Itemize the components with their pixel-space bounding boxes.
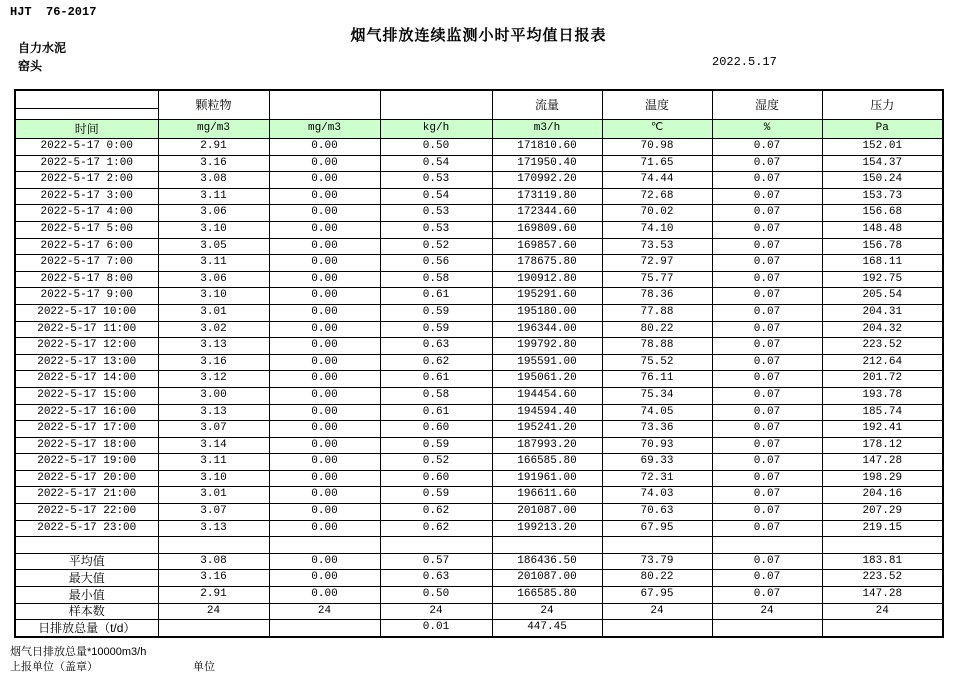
cell-time: 2022-5-17 17:00 <box>15 421 158 438</box>
cell-flow-m3h: 201087.00 <box>492 504 602 521</box>
cell-humidity-pct: 0.07 <box>712 338 822 355</box>
cell-pm-mgm3: 3.13 <box>158 338 269 355</box>
cell-pm2-mgm3: 0.00 <box>269 238 380 255</box>
cell-pm-mgm3: 3.00 <box>158 387 269 404</box>
cell-pm-mgm3: 3.11 <box>158 454 269 471</box>
cell-time: 2022-5-17 12:00 <box>15 338 158 355</box>
table-row <box>15 288 943 305</box>
cell-pm2-mgm3: 0.00 <box>269 205 380 222</box>
cell-pm2-mgm3: 0.00 <box>269 520 380 537</box>
cell-pressure-pa: 147.28 <box>822 454 943 471</box>
cell-time: 2022-5-17 8:00 <box>15 271 158 288</box>
cell-temp-c <box>602 620 712 637</box>
cell-pm-mgm3: 3.10 <box>158 221 269 238</box>
cell-temp-c: 67.95 <box>602 520 712 537</box>
cell-pm2-mgm3: 0.00 <box>269 172 380 189</box>
cell-temp-c: 75.34 <box>602 387 712 404</box>
cell-pressure-pa: 150.24 <box>822 172 943 189</box>
cell-pm2-mgm3: 0.00 <box>269 371 380 388</box>
header-pressure: 压力 <box>822 90 943 120</box>
cell-temp-c: 71.65 <box>602 155 712 172</box>
cell-pressure-pa: 148.48 <box>822 221 943 238</box>
cell-humidity-pct: 0.07 <box>712 570 822 587</box>
cell-temp-c: 73.79 <box>602 553 712 570</box>
cell-flow-m3h: 172344.60 <box>492 205 602 222</box>
cell-pm2-mgm3 <box>269 537 380 554</box>
cell-time: 2022-5-17 15:00 <box>15 387 158 404</box>
cell-flow-m3h: 191961.00 <box>492 470 602 487</box>
cell-temp-c: 74.05 <box>602 404 712 421</box>
doc-code: HJT 76-2017 <box>10 5 97 19</box>
report-date: 2022.5.17 <box>712 55 777 69</box>
cell-temp-c: 69.33 <box>602 454 712 471</box>
cell-pm2-mgm3: 0.00 <box>269 321 380 338</box>
cell-flow-m3h: 194594.40 <box>492 404 602 421</box>
unit-humidity-pct: % <box>712 120 822 139</box>
cell-pm-mgm3: 3.16 <box>158 354 269 371</box>
cell-pm2-mgm3: 0.00 <box>269 553 380 570</box>
cell-temp-c: 72.97 <box>602 255 712 272</box>
cell-pm-kgh: 0.61 <box>380 404 492 421</box>
unit-temp-c: ℃ <box>602 120 712 139</box>
table-row <box>15 255 943 272</box>
cell-temp-c: 72.68 <box>602 188 712 205</box>
cell-pm2-mgm3: 0.00 <box>269 271 380 288</box>
table-row <box>15 205 943 222</box>
spacer-row <box>15 537 943 554</box>
cell-pm2-mgm3: 0.00 <box>269 387 380 404</box>
cell-pm-kgh: 0.59 <box>380 304 492 321</box>
cell-pm-mgm3: 3.01 <box>158 304 269 321</box>
unit-pm2-mgm3: mg/m3 <box>269 120 380 139</box>
page-title: 烟气排放连续监测小时平均值日报表 <box>350 27 607 44</box>
cell-time: 2022-5-17 22:00 <box>15 504 158 521</box>
cell-time <box>15 537 158 554</box>
cell-humidity-pct: 0.07 <box>712 587 822 604</box>
cell-pm-mgm3: 3.02 <box>158 321 269 338</box>
cell-pm2-mgm3 <box>269 620 380 637</box>
cell-flow-m3h: 199792.80 <box>492 338 602 355</box>
cell-time: 最大值 <box>15 570 158 587</box>
cell-humidity-pct: 0.07 <box>712 288 822 305</box>
cell-humidity-pct: 0.07 <box>712 139 822 156</box>
cell-pm-kgh: 0.52 <box>380 454 492 471</box>
cell-temp-c: 74.10 <box>602 221 712 238</box>
cell-pressure-pa: 207.29 <box>822 504 943 521</box>
cell-flow-m3h: 170992.20 <box>492 172 602 189</box>
cell-humidity-pct: 0.07 <box>712 255 822 272</box>
cell-humidity-pct: 0.07 <box>712 188 822 205</box>
cell-temp-c: 73.36 <box>602 421 712 438</box>
table-row <box>15 520 943 537</box>
cell-pm-kgh: 0.63 <box>380 338 492 355</box>
cell-pm-kgh: 0.60 <box>380 421 492 438</box>
cell-flow-m3h: 169809.60 <box>492 221 602 238</box>
cell-flow-m3h: 196611.60 <box>492 487 602 504</box>
cell-humidity-pct: 0.07 <box>712 321 822 338</box>
cell-time: 2022-5-17 5:00 <box>15 221 158 238</box>
cell-pressure-pa: 185.74 <box>822 404 943 421</box>
cell-pm2-mgm3: 0.00 <box>269 421 380 438</box>
cell-time: 平均值 <box>15 553 158 570</box>
cell-flow-m3h: 447.45 <box>492 620 602 637</box>
cell-time: 最小值 <box>15 587 158 604</box>
cell-flow-m3h: 194454.60 <box>492 387 602 404</box>
cell-time: 2022-5-17 3:00 <box>15 188 158 205</box>
cell-time: 2022-5-17 18:00 <box>15 437 158 454</box>
cell-pm2-mgm3: 0.00 <box>269 454 380 471</box>
cell-pressure-pa: 193.78 <box>822 387 943 404</box>
table-row <box>15 504 943 521</box>
unit-pressure-pa: Pa <box>822 120 943 139</box>
cell-humidity-pct: 24 <box>712 603 822 620</box>
table-row <box>15 371 943 388</box>
cell-pm-kgh: 0.53 <box>380 221 492 238</box>
cell-pm2-mgm3: 0.00 <box>269 188 380 205</box>
cell-time: 2022-5-17 13:00 <box>15 354 158 371</box>
cell-time: 2022-5-17 7:00 <box>15 255 158 272</box>
table-header-group-row <box>15 90 943 109</box>
cell-humidity-pct: 0.07 <box>712 221 822 238</box>
cell-pm2-mgm3: 0.00 <box>269 437 380 454</box>
cell-humidity-pct: 0.07 <box>712 437 822 454</box>
cell-pressure-pa: 212.64 <box>822 354 943 371</box>
cell-pm2-mgm3: 0.00 <box>269 288 380 305</box>
cell-humidity-pct: 0.07 <box>712 172 822 189</box>
cell-flow-m3h: 173119.80 <box>492 188 602 205</box>
cell-pm-kgh: 0.59 <box>380 321 492 338</box>
cell-pressure-pa: 183.81 <box>822 553 943 570</box>
table-row <box>15 321 943 338</box>
cell-humidity-pct: 0.07 <box>712 205 822 222</box>
cell-pm-mgm3: 3.11 <box>158 188 269 205</box>
cell-pm-mgm3: 3.13 <box>158 404 269 421</box>
cell-time: 2022-5-17 11:00 <box>15 321 158 338</box>
cell-humidity-pct: 0.07 <box>712 470 822 487</box>
cell-pressure-pa: 168.11 <box>822 255 943 272</box>
cell-pm2-mgm3: 0.00 <box>269 470 380 487</box>
cell-pm-kgh: 0.52 <box>380 238 492 255</box>
cell-pm-mgm3 <box>158 620 269 637</box>
cell-humidity-pct: 0.07 <box>712 354 822 371</box>
cell-flow-m3h: 196344.00 <box>492 321 602 338</box>
cell-flow-m3h: 201087.00 <box>492 570 602 587</box>
cell-humidity-pct: 0.07 <box>712 271 822 288</box>
cell-temp-c: 70.93 <box>602 437 712 454</box>
table-unit-header-row <box>15 120 943 139</box>
cell-pm2-mgm3: 0.00 <box>269 570 380 587</box>
cell-time: 2022-5-17 0:00 <box>15 139 158 156</box>
cell-flow-m3h: 24 <box>492 603 602 620</box>
cell-pressure-pa: 198.29 <box>822 470 943 487</box>
monitoring-point-name: 窑头 <box>18 59 43 73</box>
header-humidity: 湿度 <box>712 90 822 120</box>
unit-pm-kgh: kg/h <box>380 120 492 139</box>
cell-flow-m3h: 166585.80 <box>492 587 602 604</box>
cell-pm2-mgm3: 0.00 <box>269 221 380 238</box>
cell-flow-m3h: 178675.80 <box>492 255 602 272</box>
cell-time: 2022-5-17 16:00 <box>15 404 158 421</box>
cell-pm-kgh: 0.58 <box>380 271 492 288</box>
cell-pm-kgh: 0.60 <box>380 470 492 487</box>
cell-pm-kgh: 0.50 <box>380 139 492 156</box>
cell-pm-kgh: 0.01 <box>380 620 492 637</box>
cell-flow-m3h: 195061.20 <box>492 371 602 388</box>
table-row <box>15 221 943 238</box>
cell-humidity-pct: 0.07 <box>712 421 822 438</box>
cell-pm2-mgm3: 0.00 <box>269 404 380 421</box>
cell-pm2-mgm3: 0.00 <box>269 255 380 272</box>
cell-flow-m3h: 195241.20 <box>492 421 602 438</box>
table-row <box>15 304 943 321</box>
cell-time: 2022-5-17 9:00 <box>15 288 158 305</box>
cell-pressure-pa: 24 <box>822 603 943 620</box>
cell-pm-kgh: 0.50 <box>380 587 492 604</box>
cell-pm-kgh: 0.62 <box>380 504 492 521</box>
cell-temp-c: 78.88 <box>602 338 712 355</box>
summary-row <box>15 553 943 570</box>
cell-temp-c <box>602 537 712 554</box>
cell-pm-kgh: 0.61 <box>380 288 492 305</box>
table-row <box>15 437 943 454</box>
cell-temp-c: 73.53 <box>602 238 712 255</box>
cell-time: 2022-5-17 6:00 <box>15 238 158 255</box>
cell-pm-mgm3: 3.07 <box>158 504 269 521</box>
table-row <box>15 271 943 288</box>
cell-pm-kgh: 0.53 <box>380 172 492 189</box>
cell-humidity-pct: 0.07 <box>712 454 822 471</box>
cell-pressure-pa: 204.31 <box>822 304 943 321</box>
cell-pm-kgh: 0.53 <box>380 205 492 222</box>
cell-time: 2022-5-17 21:00 <box>15 487 158 504</box>
table-row <box>15 238 943 255</box>
cell-pm-kgh: 0.61 <box>380 371 492 388</box>
cell-pm2-mgm3: 0.00 <box>269 304 380 321</box>
cell-pm-mgm3: 3.08 <box>158 172 269 189</box>
cell-flow-m3h: 195291.60 <box>492 288 602 305</box>
cell-pressure-pa: 201.72 <box>822 371 943 388</box>
cell-pm-mgm3: 3.08 <box>158 553 269 570</box>
cell-pm2-mgm3: 0.00 <box>269 587 380 604</box>
cell-pressure-pa: 156.68 <box>822 205 943 222</box>
summary-row <box>15 603 943 620</box>
cell-pm-kgh: 0.62 <box>380 520 492 537</box>
cell-pm-mgm3: 2.91 <box>158 587 269 604</box>
cell-pm-mgm3: 3.06 <box>158 271 269 288</box>
cell-humidity-pct: 0.07 <box>712 155 822 172</box>
cell-pm2-mgm3: 0.00 <box>269 155 380 172</box>
cell-pm-kgh: 0.54 <box>380 155 492 172</box>
cell-pm-mgm3: 24 <box>158 603 269 620</box>
cell-pm2-mgm3: 0.00 <box>269 487 380 504</box>
unit-flow-m3h: m3/h <box>492 120 602 139</box>
cell-humidity-pct: 0.07 <box>712 387 822 404</box>
cell-temp-c: 80.22 <box>602 321 712 338</box>
cell-pm-mgm3: 3.10 <box>158 470 269 487</box>
cell-pressure-pa: 147.28 <box>822 587 943 604</box>
cell-time: 2022-5-17 1:00 <box>15 155 158 172</box>
cell-pressure-pa: 204.32 <box>822 321 943 338</box>
unit-pm-mgm3: mg/m3 <box>158 120 269 139</box>
cell-flow-m3h: 166585.80 <box>492 454 602 471</box>
footer-report-unit-label: 上报单位（盖章） <box>10 661 98 673</box>
cell-pm-kgh: 0.62 <box>380 354 492 371</box>
cell-pm-kgh: 0.63 <box>380 570 492 587</box>
cell-temp-c: 78.36 <box>602 288 712 305</box>
cell-pm-kgh: 0.57 <box>380 553 492 570</box>
cell-pm-mgm3: 3.14 <box>158 437 269 454</box>
cell-pm-mgm3: 3.16 <box>158 570 269 587</box>
cell-humidity-pct <box>712 620 822 637</box>
cell-flow-m3h: 195180.00 <box>492 304 602 321</box>
cell-flow-m3h: 199213.20 <box>492 520 602 537</box>
table-row <box>15 354 943 371</box>
company-name: 自力水泥 <box>18 41 67 55</box>
cell-flow-m3h: 195591.00 <box>492 354 602 371</box>
cell-pm2-mgm3: 24 <box>269 603 380 620</box>
cell-pm-mgm3: 2.91 <box>158 139 269 156</box>
table-row <box>15 172 943 189</box>
cell-pm-mgm3: 3.13 <box>158 520 269 537</box>
table-row <box>15 188 943 205</box>
table-row <box>15 139 943 156</box>
cell-pressure-pa: 223.52 <box>822 338 943 355</box>
cell-humidity-pct: 0.07 <box>712 487 822 504</box>
table-row <box>15 421 943 438</box>
cell-temp-c: 70.63 <box>602 504 712 521</box>
cell-pm-kgh: 0.56 <box>380 255 492 272</box>
table-row <box>15 155 943 172</box>
cell-humidity-pct: 0.07 <box>712 504 822 521</box>
table-row <box>15 387 943 404</box>
cell-pm-kgh: 0.58 <box>380 387 492 404</box>
table-row <box>15 404 943 421</box>
cell-pressure-pa: 192.41 <box>822 421 943 438</box>
cell-temp-c: 24 <box>602 603 712 620</box>
cell-humidity-pct <box>712 537 822 554</box>
header-empty-cell <box>269 90 380 120</box>
cell-pm-mgm3: 3.11 <box>158 255 269 272</box>
cell-pressure-pa: 156.78 <box>822 238 943 255</box>
cell-pm-kgh: 0.54 <box>380 188 492 205</box>
header-empty-cell <box>15 109 158 120</box>
header-empty-cell <box>380 90 492 120</box>
cell-flow-m3h <box>492 537 602 554</box>
daily-report-table <box>14 89 944 638</box>
cell-pm-kgh: 24 <box>380 603 492 620</box>
cell-pressure-pa: 223.52 <box>822 570 943 587</box>
cell-pm-mgm3: 3.01 <box>158 487 269 504</box>
cell-pm-mgm3: 3.05 <box>158 238 269 255</box>
table-row <box>15 470 943 487</box>
cell-flow-m3h: 171950.40 <box>492 155 602 172</box>
header-empty-cell <box>15 90 158 109</box>
cell-humidity-pct: 0.07 <box>712 238 822 255</box>
footer-note: 烟气日排放总量*10000m3/h <box>10 646 147 658</box>
cell-pm-mgm3: 3.06 <box>158 205 269 222</box>
cell-time: 2022-5-17 14:00 <box>15 371 158 388</box>
cell-temp-c: 75.77 <box>602 271 712 288</box>
cell-humidity-pct: 0.07 <box>712 304 822 321</box>
cell-temp-c: 77.88 <box>602 304 712 321</box>
cell-humidity-pct: 0.07 <box>712 371 822 388</box>
cell-humidity-pct: 0.07 <box>712 553 822 570</box>
summary-row <box>15 620 943 637</box>
cell-flow-m3h: 187993.20 <box>492 437 602 454</box>
table-row <box>15 487 943 504</box>
cell-pressure-pa: 178.12 <box>822 437 943 454</box>
cell-temp-c: 72.31 <box>602 470 712 487</box>
cell-temp-c: 70.98 <box>602 139 712 156</box>
cell-time: 2022-5-17 23:00 <box>15 520 158 537</box>
cell-pm2-mgm3: 0.00 <box>269 354 380 371</box>
cell-temp-c: 75.52 <box>602 354 712 371</box>
cell-temp-c: 74.03 <box>602 487 712 504</box>
cell-time: 2022-5-17 10:00 <box>15 304 158 321</box>
cell-pm2-mgm3: 0.00 <box>269 504 380 521</box>
cell-pressure-pa: 219.15 <box>822 520 943 537</box>
cell-temp-c: 76.11 <box>602 371 712 388</box>
cell-temp-c: 70.02 <box>602 205 712 222</box>
cell-humidity-pct: 0.07 <box>712 520 822 537</box>
cell-pm-mgm3: 3.16 <box>158 155 269 172</box>
cell-pm-kgh <box>380 537 492 554</box>
summary-row <box>15 570 943 587</box>
cell-pressure-pa <box>822 620 943 637</box>
cell-pressure-pa: 192.75 <box>822 271 943 288</box>
cell-time: 日排放总量（t/d） <box>15 620 158 637</box>
cell-pressure-pa: 205.54 <box>822 288 943 305</box>
cell-pm2-mgm3: 0.00 <box>269 338 380 355</box>
cell-time: 样本数 <box>15 603 158 620</box>
header-particulate: 颗粒物 <box>158 90 269 120</box>
cell-pm-mgm3: 3.10 <box>158 288 269 305</box>
cell-time: 2022-5-17 20:00 <box>15 470 158 487</box>
header-temperature: 温度 <box>602 90 712 120</box>
cell-pm-mgm3 <box>158 537 269 554</box>
cell-pm-mgm3: 3.07 <box>158 421 269 438</box>
table-row <box>15 338 943 355</box>
cell-pressure-pa: 152.01 <box>822 139 943 156</box>
cell-temp-c: 80.22 <box>602 570 712 587</box>
cell-humidity-pct: 0.07 <box>712 404 822 421</box>
cell-temp-c: 67.95 <box>602 587 712 604</box>
cell-flow-m3h: 171810.60 <box>492 139 602 156</box>
header-flow: 流量 <box>492 90 602 120</box>
footer-unit-label: 单位 <box>193 661 215 673</box>
cell-pressure-pa: 154.37 <box>822 155 943 172</box>
cell-flow-m3h: 169857.60 <box>492 238 602 255</box>
cell-pressure-pa <box>822 537 943 554</box>
cell-pm2-mgm3: 0.00 <box>269 139 380 156</box>
cell-time: 2022-5-17 19:00 <box>15 454 158 471</box>
cell-time: 2022-5-17 4:00 <box>15 205 158 222</box>
cell-temp-c: 74.44 <box>602 172 712 189</box>
cell-pm-mgm3: 3.12 <box>158 371 269 388</box>
table-row <box>15 454 943 471</box>
cell-pm-kgh: 0.59 <box>380 487 492 504</box>
cell-flow-m3h: 190912.80 <box>492 271 602 288</box>
cell-pm-kgh: 0.59 <box>380 437 492 454</box>
cell-time: 2022-5-17 2:00 <box>15 172 158 189</box>
summary-row <box>15 587 943 604</box>
cell-flow-m3h: 186436.50 <box>492 553 602 570</box>
header-time: 时间 <box>15 120 158 139</box>
cell-pressure-pa: 204.16 <box>822 487 943 504</box>
cell-pressure-pa: 153.73 <box>822 188 943 205</box>
